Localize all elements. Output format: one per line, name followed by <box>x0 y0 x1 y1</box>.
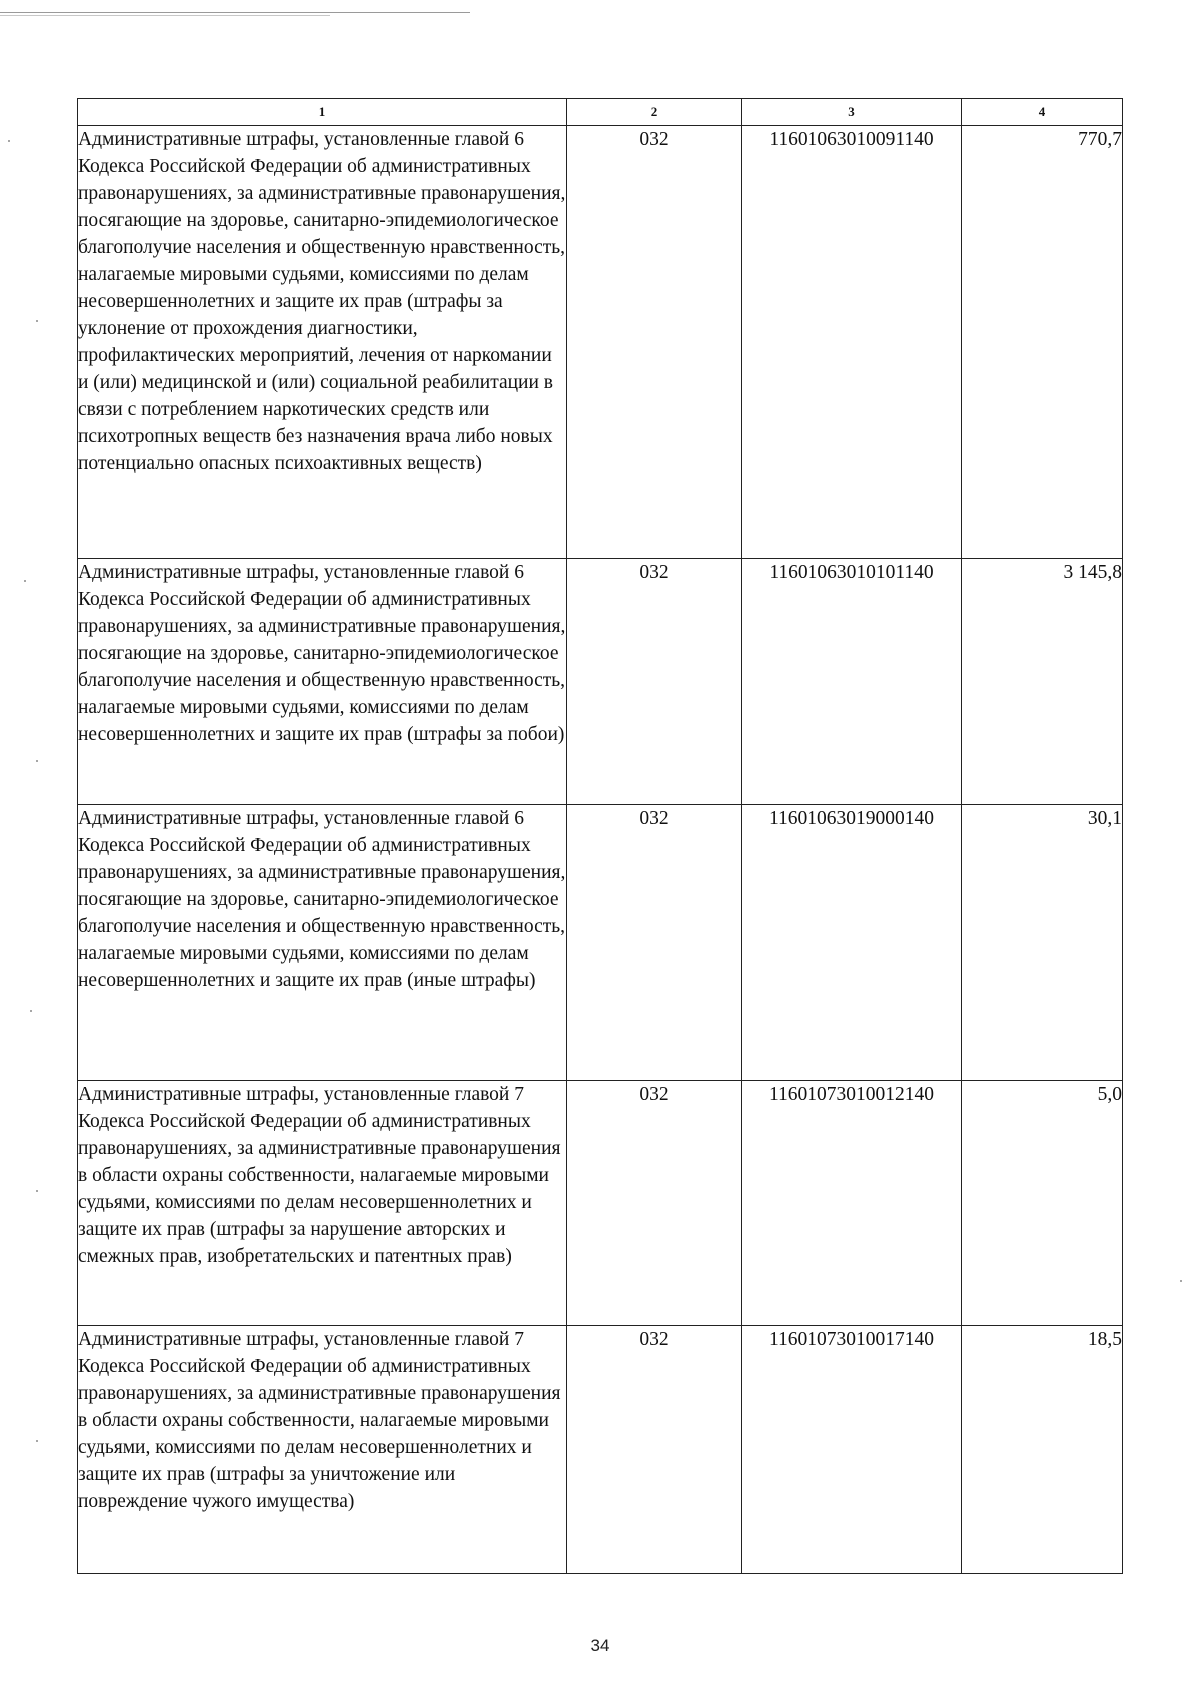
table-row <box>78 559 1123 805</box>
amount-cell: 3 145,8 <box>962 559 1123 805</box>
page-number: 34 <box>590 1636 610 1655</box>
table-header-row <box>78 99 1123 126</box>
scan-artifact-dot <box>8 140 10 142</box>
amount-cell: 770,7 <box>962 126 1123 559</box>
column-header-4: 4 <box>962 99 1123 126</box>
admin-code-cell: 032 <box>567 1081 742 1326</box>
admin-code-cell: 032 <box>567 559 742 805</box>
scan-artifact-dot <box>36 320 38 322</box>
revenue-table <box>77 98 1123 1574</box>
kbk-code-cell: 11601063010091140 <box>742 126 962 559</box>
amount-cell: 18,5 <box>962 1326 1123 1574</box>
admin-code-cell: 032 <box>567 126 742 559</box>
revenue-name-cell: Административные штрафы, установленные главой 7 Кодекса Российской Федерации об административных правонарушениях, за административные правонарушения в области охраны собственности, налагаемые мировыми судьями, комиссиями по делам несовершеннолетних и защите их прав (штрафы за нарушение авторских и смежных прав, изобретательских и патентных прав) <box>78 1081 567 1326</box>
revenue-name-cell: Административные штрафы, установленные главой 7 Кодекса Российской Федерации об административных правонарушениях, за административные правонарушения в области охраны собственности, налагаемые мировыми судьями, комиссиями по делам несовершеннолетних и защите их прав (штрафы за уничтожение или повреждение чужого имущества) <box>78 1326 567 1574</box>
scan-artifact-line <box>0 15 330 16</box>
scan-artifact-dot <box>1180 1280 1182 1282</box>
revenue-name-cell: Административные штрафы, установленные главой 6 Кодекса Российской Федерации об административных правонарушениях, за административные правонарушения, посягающие на здоровье, санитарно-эпидемиологическое благополучие населения и общественную нравственность, налагаемые мировыми судьями, комиссиями по делам несовершеннолетних и защите их прав (штрафы за побои) <box>78 559 567 805</box>
amount-cell: 30,1 <box>962 805 1123 1081</box>
kbk-code-cell: 11601063010101140 <box>742 559 962 805</box>
revenue-name-cell: Административные штрафы, установленные главой 6 Кодекса Российской Федерации об административных правонарушениях, за административные правонарушения, посягающие на здоровье, санитарно-эпидемиологическое благополучие населения и общественную нравственность, налагаемые мировыми судьями, комиссиями по делам несовершеннолетних и защите их прав (иные штрафы) <box>78 805 567 1081</box>
scan-artifact-dot <box>36 1440 38 1442</box>
scan-artifact-line <box>0 12 470 13</box>
column-header-1: 1 <box>78 99 567 126</box>
kbk-code-cell: 11601073010017140 <box>742 1326 962 1574</box>
column-header-2: 2 <box>567 99 742 126</box>
scan-artifact-dot <box>36 760 38 762</box>
amount-cell: 5,0 <box>962 1081 1123 1326</box>
column-header-3: 3 <box>742 99 962 126</box>
table-row <box>78 126 1123 559</box>
scan-artifact-dot <box>24 580 26 582</box>
kbk-code-cell: 11601063019000140 <box>742 805 962 1081</box>
table-row <box>78 1326 1123 1574</box>
revenue-name-cell: Административные штрафы, установленные главой 6 Кодекса Российской Федерации об административных правонарушениях, за административные правонарушения, посягающие на здоровье, санитарно-эпидемиологическое благополучие населения и общественную нравственность, налагаемые мировыми судьями, комиссиями по делам несовершеннолетних и защите их прав (штрафы за уклонение от прохождения диагностики, профилактических мероприятий, лечения от наркомании и (или) медицинской и (или) социальной реабилитации в связи с потреблением наркотических средств или психотропных веществ без назначения врача либо новых потенциально опасных психоактивных веществ) <box>78 126 567 559</box>
table-row <box>78 805 1123 1081</box>
admin-code-cell: 032 <box>567 1326 742 1574</box>
kbk-code-cell: 11601073010012140 <box>742 1081 962 1326</box>
admin-code-cell: 032 <box>567 805 742 1081</box>
scan-artifact-dot <box>30 1010 32 1012</box>
scan-artifact-dot <box>36 1190 38 1192</box>
table-row <box>78 1081 1123 1326</box>
